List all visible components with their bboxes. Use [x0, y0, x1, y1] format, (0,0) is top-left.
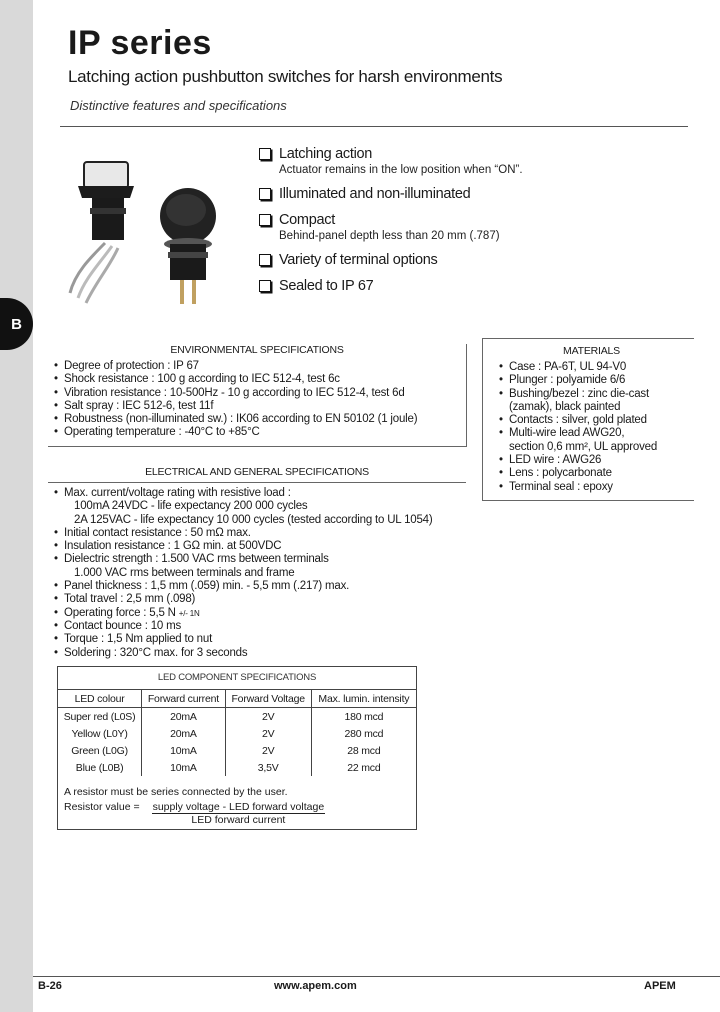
feature-item: [259, 212, 559, 242]
checkbox-bullet-icon: [259, 214, 271, 226]
checkbox-bullet-icon: [259, 148, 271, 160]
table-row: [58, 708, 416, 726]
table-cell: 20mA: [142, 708, 226, 726]
table-cell: 28 mcd: [311, 742, 416, 759]
feature-title: Sealed to IP 67: [279, 278, 374, 294]
elec-item: • Max. current/voltage rating with resistive load :: [54, 487, 466, 500]
environmental-specs: [48, 344, 467, 447]
product-photo: [60, 148, 245, 318]
material-item: • Contacts : silver, gold plated: [499, 414, 694, 427]
table-cell: 3,5V: [225, 759, 311, 776]
elec-item: • Soldering : 320°C max. for 3 seconds: [54, 647, 466, 660]
elec-item: • Contact bounce : 10 ms: [54, 620, 466, 633]
feature-title: Illuminated and non-illuminated: [279, 186, 471, 202]
material-item: • Case : PA-6T, UL 94-V0: [499, 361, 694, 374]
env-item: • Shock resistance : 100 g according to IEC 512-4, test 6c: [54, 373, 466, 386]
feature-item: [259, 186, 559, 202]
table-row: [58, 742, 416, 759]
table-cell: Super red (L0S): [63, 710, 136, 723]
feature-title: Latching action: [279, 146, 373, 162]
feature-item: [259, 278, 559, 294]
elec-item: • Torque : 1,5 Nm applied to nut: [54, 633, 466, 646]
led-spec-box: [57, 666, 417, 830]
checkbox-bullet-icon: [259, 188, 271, 200]
resistor-formula: [64, 801, 416, 826]
material-item: • LED wire : AWG26: [499, 454, 694, 467]
table-cell: 10mA: [142, 742, 226, 759]
table-cell: Green (L0G): [71, 744, 128, 757]
led-spec-table: [58, 689, 416, 776]
table-cell: 280 mcd: [311, 725, 416, 742]
elec-item-continued: 1.000 VAC rms between terminals and frame: [74, 566, 295, 579]
table-cell: Blue (L0B): [75, 761, 124, 774]
footer-divider: [33, 976, 720, 977]
env-item: • Robustness (non-illuminated sw.) : IK06 according to EN 50102 (1 joule): [54, 413, 466, 426]
formula-label: Resistor value =: [64, 801, 140, 813]
feature-item: [259, 146, 559, 176]
env-item: • Vibration resistance : 10-500Hz - 10 g according to IEC 512-4, test 6d: [54, 387, 466, 400]
feature-description: Actuator remains in the low position when “ON”.: [279, 164, 523, 176]
formula-numerator: supply voltage - LED forward voltage: [152, 801, 325, 813]
material-item: • Plunger : polyamide 6/6: [499, 374, 694, 387]
table-cell: 2V: [225, 742, 311, 759]
elec-item: • Initial contact resistance : 50 mΩ max.: [54, 527, 466, 540]
elec-item: • Insulation resistance : 1 GΩ min. at 500VDC: [54, 540, 466, 553]
material-item: • Lens : polycarbonate: [499, 467, 694, 480]
table-cell: 10mA: [142, 759, 226, 776]
environmental-heading: ENVIRONMENTAL SPECIFICATIONS: [170, 344, 344, 356]
table-cell: Yellow (L0Y): [71, 727, 128, 740]
elec-item: • Total travel : 2,5 mm (.098): [54, 593, 466, 606]
feature-item: [259, 252, 559, 268]
table-cell: 2V: [225, 708, 311, 726]
table-cell: 22 mcd: [311, 759, 416, 776]
electrical-heading: ELECTRICAL AND GENERAL SPECIFICATIONS: [48, 466, 466, 483]
env-item: • Degree of protection : IP 67: [54, 360, 466, 373]
checkbox-bullet-icon: [259, 254, 271, 266]
elec-item: [54, 607, 466, 620]
column-header: Forward Voltage: [225, 690, 311, 708]
page-number: B-26: [38, 980, 62, 992]
feature-title: Variety of terminal options: [279, 252, 438, 268]
feature-list: [259, 146, 559, 304]
page-subtitle: Latching action pushbutton switches for harsh environments: [68, 67, 503, 86]
brand-name: APEM: [644, 980, 676, 992]
material-item: • Multi-wire lead AWG20,: [499, 427, 694, 440]
section-tab: B: [0, 298, 33, 350]
force-tolerance: +/- 1N: [178, 608, 200, 618]
materials-heading: MATERIALS: [563, 345, 620, 357]
website-link[interactable]: www.apem.com: [274, 980, 357, 992]
material-item: • Terminal seal : epoxy: [499, 481, 694, 494]
formula-denominator: LED forward current: [191, 814, 286, 826]
table-header-row: [58, 690, 416, 708]
elec-item-continued: 100mA 24VDC - life expectancy 200 000 cycles: [74, 500, 308, 513]
header-divider: [60, 126, 688, 127]
column-header: LED colour: [58, 690, 142, 708]
materials-specs: [482, 338, 694, 501]
table-row: [58, 725, 416, 742]
feature-title: Compact: [279, 212, 335, 228]
table-row: [58, 759, 416, 776]
table-cell: 180 mcd: [311, 708, 416, 726]
led-spec-heading: LED COMPONENT SPECIFICATIONS: [157, 672, 317, 683]
column-header: Forward current: [142, 690, 226, 708]
feature-description: Behind-panel depth less than 20 mm (.787): [279, 230, 500, 242]
electrical-specs: [48, 466, 466, 660]
operating-force: Operating force : 5,5 N: [64, 606, 176, 619]
env-item: • Salt spray : IEC 512-6, test 11f: [54, 400, 466, 413]
page-title: IP series: [68, 24, 212, 62]
table-cell: 2V: [225, 725, 311, 742]
table-cell: 20mA: [142, 725, 226, 742]
column-header: Max. lumin. intensity: [311, 690, 416, 708]
checkbox-bullet-icon: [259, 280, 271, 292]
elec-item: • Dielectric strength : 1.500 VAC rms between terminals: [54, 553, 466, 566]
material-item: • Bushing/bezel : zinc die-cast: [499, 388, 694, 401]
env-item: • Operating temperature : -40°C to +85°C: [54, 426, 466, 439]
elec-item: • Panel thickness : 1,5 mm (.059) min. - 5,5 mm (.217) max.: [54, 580, 466, 593]
section-subtitle: Distinctive features and specifications: [70, 98, 287, 113]
material-item-continued: (zamak), black painted: [509, 400, 621, 413]
left-margin-bar: [0, 0, 33, 1012]
resistor-note: A resistor must be series connected by the user.: [64, 786, 288, 798]
elec-item-continued: 2A 125VAC - life expectancy 10 000 cycles (tested according to UL 1054): [74, 513, 433, 526]
formula-fraction: [152, 801, 326, 826]
material-item-continued: section 0,6 mm², UL approved: [509, 440, 658, 453]
